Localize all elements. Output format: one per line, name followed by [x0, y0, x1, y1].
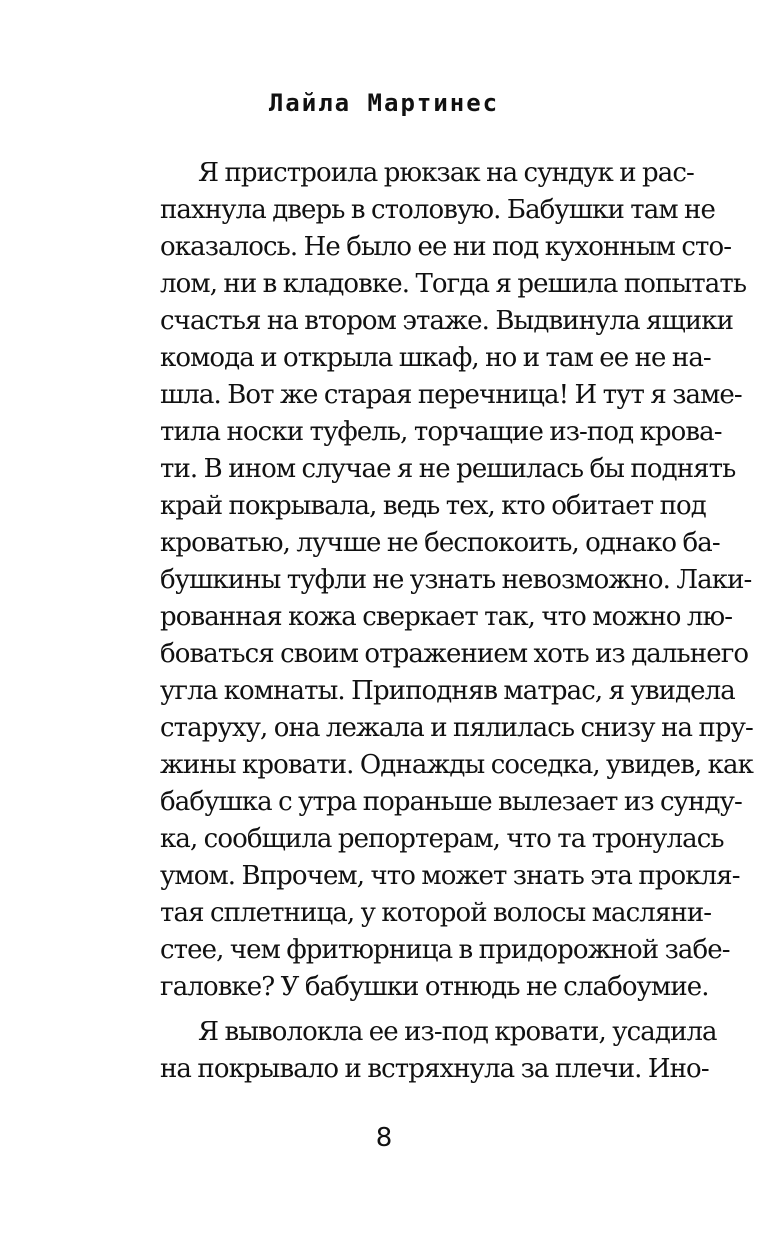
text-line: тая сплетница, у которой волосы масляни-: [160, 898, 712, 928]
running-head-author: Лайла Мартинес: [268, 89, 500, 117]
text-line: край покрывала, ведь тех, кто обитает под: [160, 491, 706, 521]
text-line: угла комнаты. Приподняв матрас, я увидела: [160, 676, 735, 706]
text-line: старуху, она лежала и пялилась снизу на пру-: [160, 713, 753, 743]
text-line: счастья на втором этаже. Выдвинула ящики: [160, 306, 734, 336]
text-line: рованная кожа сверкает так, что можно лю-: [160, 602, 733, 632]
text-line: галовке? У бабушки отнюдь не слабоумие.: [160, 972, 709, 1002]
page-number: 8: [375, 1123, 393, 1153]
text-line: жины кровати. Однажды соседка, увидев, как: [160, 750, 753, 780]
text-line: умом. Впрочем, что может знать эта прокля-: [160, 861, 740, 891]
text-line: шла. Вот же старая перечница! И тут я заме-: [160, 380, 742, 410]
text-line: тила носки туфель, торчащие из-под крова-: [160, 417, 722, 447]
text-line: комода и открыла шкаф, но и там ее не на-: [160, 343, 711, 373]
text-line: оказалось. Не было ее ни под кухонным сто-: [160, 232, 732, 262]
text-line: Я пристроила рюкзак на сундук и рас-: [198, 158, 694, 188]
text-line: бушкины туфли не узнать невозможно. Лаки-: [160, 565, 752, 595]
text-line: боваться своим отражением хоть из дальнего: [160, 639, 749, 669]
text-line: бабушка с утра пораньше вылезает из сунду-: [160, 787, 742, 817]
text-line: ка, сообщила репортерам, что та тронулась: [160, 824, 724, 854]
paragraph-1: [160, 155, 753, 1006]
text-line: на покрывало и встряхнула за плечи. Ино-: [160, 1054, 709, 1084]
paragraph-2: [160, 1014, 717, 1088]
text-line: кроватью, лучше не беспокоить, однако ба-: [160, 528, 720, 558]
text-line: лом, ни в кладовке. Тогда я решила попытать: [160, 269, 747, 299]
text-line: Я выволокла ее из-под кровати, усадила: [198, 1017, 717, 1047]
text-line: ти. В ином случае я не решилась бы поднять: [160, 454, 736, 484]
body-text: [160, 155, 753, 1088]
text-line: пахнула дверь в столовую. Бабушки там не: [160, 195, 715, 225]
text-line: стее, чем фритюрница в придорожной забе-: [160, 935, 730, 965]
